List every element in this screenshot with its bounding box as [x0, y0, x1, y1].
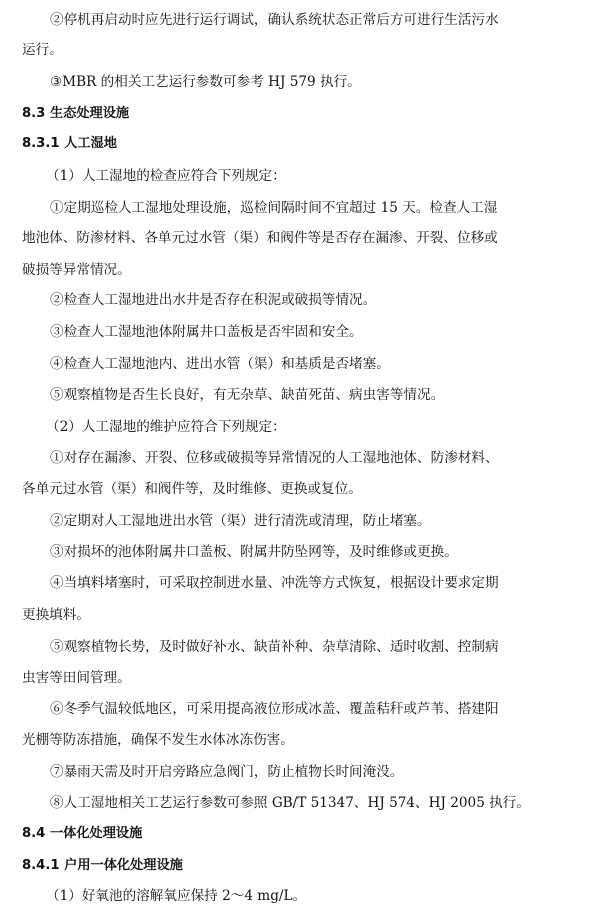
paragraph-line: ⑦暴雨天需及时开启旁路应急阀门，防止植物长时间淹没。 — [50, 764, 404, 780]
list-heading: （1）人工湿地的检查应符合下列规定： — [46, 168, 286, 184]
paragraph-line: 各单元过水管（渠）和阀件等，及时维修、更换或复位。 — [22, 481, 362, 497]
paragraph-line: ③对损坏的池体附属井口盖板、附属井防坠网等，及时维修或更换。 — [50, 544, 458, 560]
paragraph-line: ⑧人工湿地相关工艺运行参数可参照 GB/T 51347、HJ 574、HJ 2005 执行。 — [50, 795, 530, 811]
paragraph-line: 更换填料。 — [22, 607, 90, 623]
paragraph-line: ⑤观察植物长势，及时做好补水、缺苗补种、杂草清除、适时收割、控制病 — [50, 639, 499, 655]
section-heading: 8.3 生态处理设施 — [22, 106, 130, 121]
subsection-heading: 8.4.1 户用一体化处理设施 — [22, 858, 183, 873]
subsection-heading: 8.3.1 人工湿地 — [22, 136, 117, 151]
paragraph-line: ②定期对人工湿地进出水管（渠）进行清洗或清理，防止堵塞。 — [50, 513, 431, 529]
paragraph-line: ⑤观察植物是否生长良好，有无杂草、缺苗死苗、病虫害等情况。 — [50, 387, 445, 403]
paragraph-line: 地池体、防渗材料、各单元过水管（渠）和阀件等是否存在漏渗、开裂、位移或 — [22, 230, 498, 246]
paragraph-line: ②停机再启动时应先进行运行调试，确认系统状态正常后方可进行生活污水 — [50, 12, 499, 28]
paragraph-line: ④检查人工湿地池内、进出水管（渠）和基质是否堵塞。 — [50, 356, 390, 372]
paragraph-line: 破损等异常情况。 — [22, 262, 131, 278]
section-heading: 8.4 一体化处理设施 — [22, 826, 143, 841]
paragraph-line: ②检查人工湿地进出水井是否存在积泥或破损等情况。 — [50, 292, 377, 308]
paragraph-line: 光棚等防冻措施，确保不发生水体冰冻伤害。 — [22, 732, 294, 748]
paragraph-line: ③MBR 的相关工艺运行参数可参考 HJ 579 执行。 — [50, 74, 361, 90]
paragraph-line: ④当填料堵塞时，可采取控制进水量、冲洗等方式恢复，根据设计要求定期 — [50, 575, 499, 591]
paragraph-line: ①定期巡检人工湿地处理设施，巡检间隔时间不宜超过 15 天。检查人工湿 — [50, 200, 498, 216]
paragraph-line: 虫害等田间管理。 — [22, 670, 131, 686]
paragraph-line: ①对存在漏渗、开裂、位移或破损等异常情况的人工湿地池体、防渗材料、 — [50, 450, 499, 466]
paragraph-line: ③检查人工湿地池体附属井口盖板是否牢固和安全。 — [50, 324, 363, 340]
paragraph-line: 运行。 — [22, 42, 63, 58]
list-heading: （2）人工湿地的维护应符合下列规定： — [46, 419, 286, 435]
list-heading: （1）好氧池的溶解氧应保持 2～4 mg/L。 — [46, 888, 307, 904]
paragraph-line: ⑥冬季气温较低地区，可采用提高液位形成冰盖、覆盖秸秆或芦苇、搭建阳 — [50, 701, 499, 717]
